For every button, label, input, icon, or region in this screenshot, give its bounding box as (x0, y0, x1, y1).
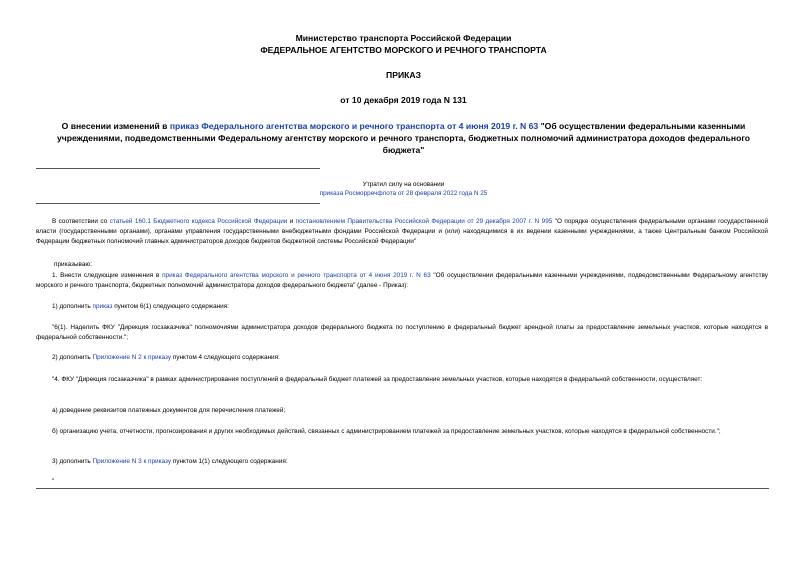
repeal-note (36, 180, 771, 198)
budget-code-link[interactable]: статьей 160.1 Бюджетного кодекса Российской Федерации (109, 218, 288, 225)
repeal-link[interactable]: приказа Росморречфлота от 28 февраля 2022 года N 25 (319, 190, 488, 197)
title-suffix: "Об осуществлении федеральными казенными учреждениями, подведомственными Федеральному агентству морского и речного транспорта, бюджетных полномочий администратора доходов федерального бюджета" (56, 121, 751, 155)
sub-item-1-text-2: пунктом 6(1) следующего содержания: (112, 303, 229, 310)
preamble-text-1: В соответствии со (52, 218, 110, 225)
sub-item-1 (36, 302, 768, 312)
sub-item-2-text-2: пунктом 4 следующего содержания: (171, 354, 280, 361)
government-decree-link[interactable]: постановлением Правительства Российской Федерации от 29 декабря 2007 г. N 995 (295, 218, 553, 225)
document-title (36, 120, 771, 156)
item-1-order-link[interactable]: приказ Федерального агентства морского и речного транспорта от 4 июня 2019 г. N 63 (162, 272, 431, 279)
item-1-paragraph (36, 271, 768, 291)
order-word: приказываю: (54, 261, 92, 268)
doc-date-heading: от 10 декабря 2019 года N 131 (340, 95, 467, 105)
title-prefix: О внесении изменений в (61, 121, 170, 131)
item-1-text-1: 1. Внести следующие изменения в (52, 272, 163, 279)
item-1-text-2: "Об осуществлении федеральными казенными учреждениями, подведомственными Федеральному агентству морского и речного транспорта, бюджетных полномочий администратора доходов федерального бюджета" (далее - Приказ): (36, 272, 768, 289)
quote-4-b: б) организацию учета, отчетности, прогнозирования и других необходимых действий, связанных с администрированием платежей за предоставление земельных участков, которые находятся в федеральной собственности."; (52, 428, 721, 435)
appendix-2-link[interactable]: Приложение N 2 к приказу (92, 354, 172, 361)
sub-item-3-text-2: пунктом 1(1) следующего содержания: (171, 458, 288, 465)
quote-4: "4. ФКУ "Дирекция госзаказчика" в рамках администрирования поступлений в федеральный бюджет платежей за предоставление земельных участков, которые находятся в федеральной собственности, осуществляет: (52, 376, 703, 383)
ministry-heading: Министерство транспорта Российской Федерации (295, 33, 512, 43)
quote-6-1: "6(1). Наделить ФКУ "Дирекция госзаказчика" полномочиями администратора доходов федерального бюджета по поступлению в федеральный бюджет арендной платы за предоставление земельных участков, которые находятся в федеральной собственности."; (36, 324, 768, 341)
quote-4-a: а) доведение реквизитов платежных документов для перечисления платежей; (52, 407, 286, 414)
preamble-paragraph (36, 217, 768, 247)
quote-1-1-start: " (52, 478, 55, 485)
title-order-link[interactable]: приказ Федерального агентства морского и речного транспорта от 4 июня 2019 г. N 63 (169, 121, 539, 131)
bottom-divider (36, 488, 769, 489)
sub-item-1-text-1: 1) дополнить (52, 303, 93, 310)
preamble-text-3: "О порядке осуществления федеральными органами государственной власти (государственными органами), органами управления государственными внебюджетными фондами Российской Федерации и (или) находящимися в их ведении казенными учреждениями, а также Центральным банком Российской Федерации бюджетных полномочий главных администраторов доходов бюджетов бюджетной системы Российской Федерации" (36, 218, 769, 245)
repeal-divider (36, 203, 320, 204)
sub-item-2 (36, 353, 768, 363)
appendix-3-link[interactable]: Приложение N 3 к приказу (92, 458, 172, 465)
sub-item-3-text-1: 3) дополнить (52, 458, 93, 465)
agency-heading: ФЕДЕРАЛЬНОЕ АГЕНТСТВО МОРСКОГО И РЕЧНОГО ТРАНСПОРТА (260, 45, 547, 55)
repeal-text: Утратил силу на основании (362, 181, 445, 188)
sub-item-2-text-1: 2) дополнить (52, 354, 93, 361)
top-divider (36, 168, 320, 169)
preamble-text-2: и (287, 218, 296, 225)
sub-item-1-order-link[interactable]: приказ (92, 303, 113, 310)
sub-item-3 (36, 457, 768, 467)
doc-type-heading: ПРИКАЗ (386, 70, 421, 80)
